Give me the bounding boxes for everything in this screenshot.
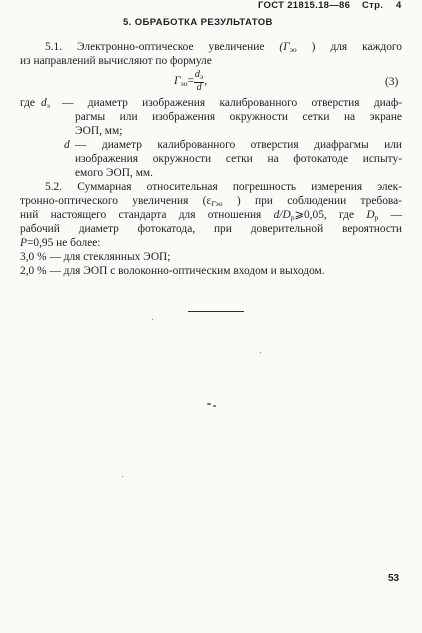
footer-page-number: 53 bbox=[388, 573, 400, 584]
def2-line3: емого ЭОП, мм. bbox=[75, 167, 153, 179]
formula-fraction bbox=[194, 70, 204, 93]
p51-line1 bbox=[45, 41, 402, 56]
scan-speck bbox=[213, 405, 216, 407]
def2-symbol: d bbox=[64, 139, 70, 151]
def2-line1: — диаметр калиброванного отверстия диафрагмы или bbox=[75, 139, 402, 151]
p52-line3-ratio: $d/D_р⩾0,05$, где bbox=[273, 209, 355, 222]
p51-line1-b: (Г bbox=[279, 41, 290, 53]
p52-line3-dash: — bbox=[390, 209, 402, 221]
def1-line1: — диаметр изображения калиброванного отверстия диаф- bbox=[62, 97, 402, 109]
formula bbox=[174, 70, 207, 93]
p51-line2: из направлений вычисляют по формуле bbox=[20, 55, 212, 67]
p52-line4: рабочий диаметр фотокатода, при доверительной вероятности bbox=[20, 223, 402, 235]
def1-line3: ЭОП, мм; bbox=[75, 125, 123, 137]
formula-tail: , bbox=[204, 75, 208, 88]
header-page-number: 4 bbox=[396, 0, 402, 11]
header-page-label: Стр. bbox=[362, 0, 384, 11]
header-standard-number: ГОСТ 21815.18—86 bbox=[258, 0, 351, 11]
defs-where: где bbox=[20, 97, 35, 109]
p52-item2 bbox=[20, 265, 325, 278]
formula-numerator: $d_э$ bbox=[194, 69, 204, 81]
p52-item1-text: — для стеклянных ЭОП; bbox=[49, 251, 171, 263]
section-title: 5. ОБРАБОТКА РЕЗУЛЬТАТОВ bbox=[123, 17, 273, 28]
p51-line1-c: ) для каждого bbox=[311, 41, 402, 53]
scan-speck bbox=[207, 403, 211, 405]
scan-speck bbox=[260, 352, 261, 353]
formula-lhs: Г bbox=[174, 75, 181, 88]
def2-line2: изображения окружности сетки на фотокатоде испыту- bbox=[75, 153, 402, 165]
def1-symbol: $d_э$ bbox=[41, 97, 50, 110]
formula-eq: = bbox=[187, 75, 194, 88]
p52-line5: P=0,95 не более: bbox=[20, 237, 101, 249]
p52-item2-text: — для ЭОП с волоконно-оптическим входом и выходом. bbox=[49, 265, 325, 277]
scan-speck bbox=[152, 319, 153, 320]
p52-line3 bbox=[20, 209, 402, 224]
p51-line1-sub: эо bbox=[289, 45, 297, 54]
def1-line2: рагмы или изображения окружности сетки на экране bbox=[75, 111, 402, 123]
formula-lhs-sub: эо bbox=[180, 79, 188, 89]
p52-line3-D: $D_р$ bbox=[366, 209, 379, 222]
p52-line2-symbol: ($\varepsilon_{Гэо}$ bbox=[202, 195, 223, 208]
p52-item1 bbox=[20, 251, 170, 264]
formula-denominator: d bbox=[196, 82, 202, 93]
p52-line3-a: ний настоящего стандарта для отношения bbox=[20, 209, 262, 221]
p51-line1-a: 5.1. Электронно-оптическое увеличение bbox=[45, 41, 265, 53]
end-rule bbox=[188, 311, 244, 312]
formula-number: (3) bbox=[385, 76, 399, 88]
p52-line1: 5.2. Суммарная относительная погрешность измерения элек- bbox=[45, 181, 402, 193]
p52-item2-value: 2,0 % bbox=[20, 265, 47, 277]
p52-item1-value: 3,0 % bbox=[20, 251, 47, 263]
scan-speck bbox=[122, 476, 123, 477]
p52-line2-c: ) при соблюдении требова- bbox=[236, 195, 402, 207]
p52-line2-a: тронно-оптического увеличения bbox=[20, 195, 189, 207]
p52-line2 bbox=[20, 195, 402, 210]
p51-line1-symbol bbox=[279, 41, 296, 53]
